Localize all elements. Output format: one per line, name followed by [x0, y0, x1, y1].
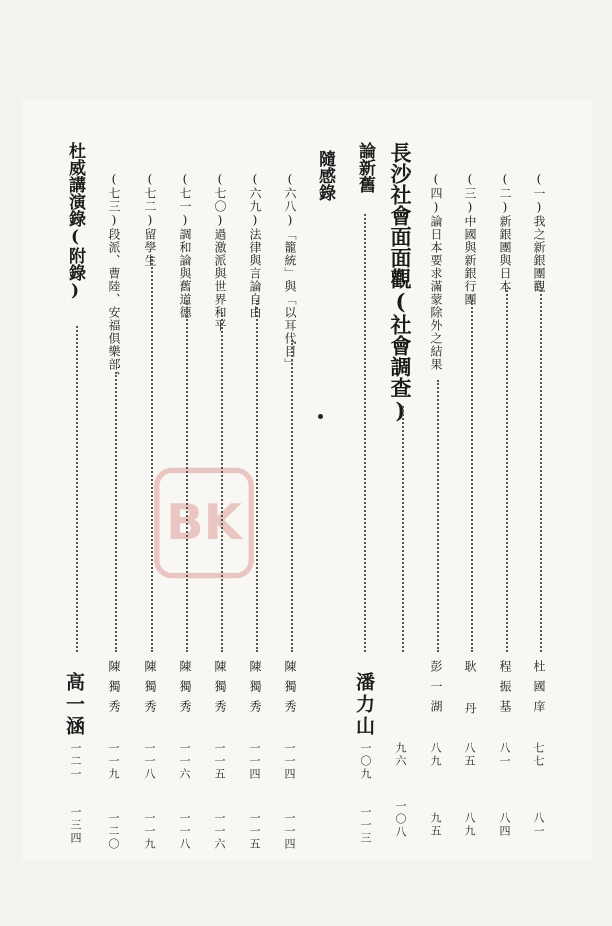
- toc-entry-end-page: 一一三: [359, 806, 372, 845]
- toc-entry-title: (七三)段派、曹陸、安福俱樂部、: [107, 172, 121, 384]
- leader-dots: [256, 300, 258, 652]
- toc-entry-end-page: 八九: [463, 812, 476, 838]
- toc-entry-author: 高一涵: [63, 672, 85, 738]
- toc-entry-title: (七〇)過激派與世界和平: [213, 172, 227, 332]
- toc-entry-end-page: 八四: [498, 812, 511, 838]
- toc-entry-start-page: 一二一: [69, 742, 82, 781]
- leader-dots: [471, 300, 473, 652]
- toc-entry-title: (四)論日本要求滿蒙除外之結果: [429, 172, 443, 371]
- toc-entry-end-page: 八一: [532, 812, 545, 838]
- toc-entry-author: 陳獨秀: [178, 660, 192, 720]
- ink-mark: [318, 414, 323, 419]
- leader-dots: [115, 372, 117, 652]
- toc-entry-end-page: 一一四: [283, 812, 296, 851]
- toc-entry-title: (七二)留學生: [143, 172, 157, 267]
- toc-entry-start-page: 一一四: [248, 742, 261, 781]
- toc-entry-title: (三)中國與新銀行團: [463, 172, 477, 306]
- toc-entry-start-page: 一一九: [107, 742, 120, 781]
- leader-dots: [76, 326, 78, 652]
- toc-entry-author: 耿 丹: [463, 660, 477, 722]
- leader-dots: [540, 290, 542, 652]
- toc-entry-author: 陳獨秀: [283, 660, 297, 720]
- toc-entry-author: 陳獨秀: [248, 660, 262, 720]
- toc-entry-title: (六九)法律與言論自由: [248, 172, 262, 319]
- toc-entry-author: 陳獨秀: [143, 660, 157, 720]
- leader-dots: [186, 300, 188, 652]
- toc-entry-end-page: 九五: [429, 812, 442, 838]
- toc-entry-start-page: 一一八: [143, 742, 156, 781]
- toc-entry-title: (六八)「籠統」與「以耳代目」: [283, 172, 297, 371]
- svg-text:BK: BK: [166, 493, 242, 552]
- toc-entry-start-page: 九六: [394, 742, 407, 768]
- toc-entry-author: 杜國庠: [532, 660, 546, 720]
- toc-section-title: 杜威講演錄(附錄): [65, 142, 85, 301]
- toc-section-title: 論新舊: [355, 142, 375, 193]
- toc-entry-end-page: 一二〇: [107, 812, 120, 851]
- toc-entry-end-page: 一三四: [69, 806, 82, 845]
- toc-entry-title: (一)我之新銀團觀: [532, 172, 546, 293]
- toc-entry-end-page: 一一五: [248, 812, 261, 851]
- leader-dots: [221, 312, 223, 652]
- toc-entry-start-page: 八九: [429, 742, 442, 768]
- leader-dots: [364, 214, 366, 652]
- toc-entry-start-page: 七七: [532, 742, 545, 768]
- toc-entry-start-page: 一一四: [283, 742, 296, 781]
- leader-dots: [506, 290, 508, 652]
- toc-entry-end-page: 一一六: [213, 812, 226, 851]
- toc-entry-start-page: 一一六: [178, 742, 191, 781]
- toc-section-heading: 隨感錄: [315, 150, 335, 201]
- toc-entry-title: (七一)調和論與舊道德: [178, 172, 192, 319]
- toc-entry-start-page: 一〇九: [359, 742, 372, 781]
- toc-entry-author: 陳獨秀: [107, 660, 121, 720]
- leader-dots: [402, 406, 404, 652]
- leader-dots: [151, 256, 153, 652]
- toc-entry-end-page: 一一九: [143, 812, 156, 851]
- leader-dots: [437, 380, 439, 652]
- toc-entry-author: 潘力山: [353, 672, 375, 738]
- toc-entry-author: 彭一湖: [429, 660, 443, 720]
- leader-dots: [291, 340, 293, 652]
- toc-entry-author: 陳獨秀: [213, 660, 227, 720]
- toc-entry-start-page: 一一五: [213, 742, 226, 781]
- toc-entry-end-page: 一〇八: [394, 800, 407, 839]
- library-seal-watermark: [150, 464, 258, 582]
- toc-entry-author: 程振基: [498, 660, 512, 720]
- toc-section-title: 長沙社會面面觀(社會調查): [388, 142, 413, 423]
- toc-entry-start-page: 八一: [498, 742, 511, 768]
- toc-entry-end-page: 一一八: [178, 812, 191, 851]
- toc-entry-start-page: 八五: [463, 742, 476, 768]
- toc-entry-title: (二)新銀團與日本: [498, 172, 512, 293]
